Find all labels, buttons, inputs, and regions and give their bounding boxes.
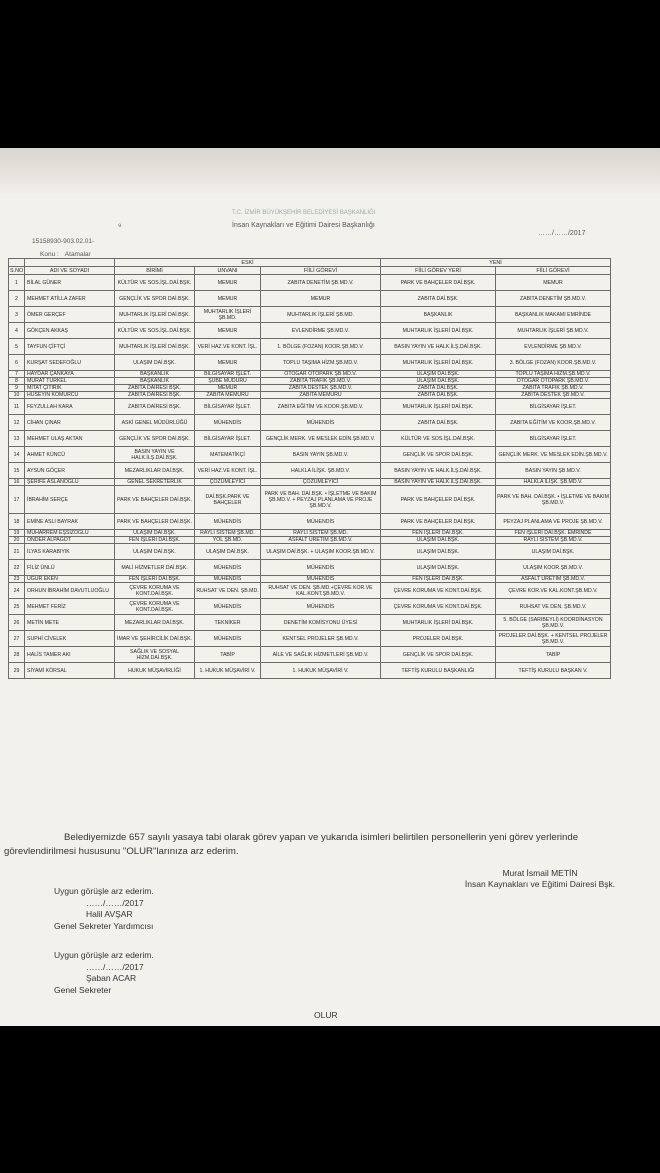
new-duty-place: PARK VE BAHÇELER DAİ.BŞK. xyxy=(381,514,496,530)
document-page xyxy=(0,148,660,1026)
old-title: RAYLI SİSTEM ŞB.MD. xyxy=(195,530,261,537)
old-duty: ÇÖZÜMLEYİCİ xyxy=(261,479,381,486)
new-duty-place: MUHTARLIK İŞLERİ DAİ.BŞK. xyxy=(381,323,496,339)
row-number: 20 xyxy=(9,537,25,544)
old-duty: 1. HUKUK MÜŞAVİRİ V. xyxy=(261,663,381,679)
old-unit: MUHTARLIK İŞLERİ DAİ.BŞK. xyxy=(115,307,195,323)
employee-name: HÜSEYİN KÖMÜRCÜ xyxy=(25,392,115,399)
old-unit: MEZARLIKLAR DAİ.BŞK. xyxy=(115,615,195,631)
row-number: 22 xyxy=(9,560,25,576)
old-duty: RAYLI SİSTEM ŞB.MD. xyxy=(261,530,381,537)
employee-name: SİYAMİ KÖRSAL xyxy=(25,663,115,679)
new-duty: PEYZAJ PLANLAMA VE PROJE ŞB.MD.V. xyxy=(496,514,611,530)
table-row xyxy=(9,392,611,399)
table-row xyxy=(9,486,611,514)
old-duty: MÜHENDİS xyxy=(261,560,381,576)
row-number: 2 xyxy=(9,291,25,307)
old-title: MEMUR xyxy=(195,323,261,339)
old-duty: ZABITA DESTEK ŞB.MD.V. xyxy=(261,385,381,392)
row-number: 29 xyxy=(9,663,25,679)
old-duty: MÜHENDİS xyxy=(261,576,381,583)
row-number: 21 xyxy=(9,544,25,560)
old-title: VERİ HAZ.VE KONT. İŞL. xyxy=(195,463,261,479)
new-duty-place: ULAŞIM DAİ.BŞK. xyxy=(381,371,496,378)
new-duty-place: MUHTARLIK İŞLERİ DAİ.BŞK. xyxy=(381,355,496,371)
row-number: 17 xyxy=(9,486,25,514)
table-row xyxy=(9,514,611,530)
row-number: 11 xyxy=(9,399,25,415)
request-paragraph xyxy=(4,831,644,859)
first-approval-block xyxy=(54,886,254,932)
new-duty-place: BASIN YAYIN VE HALK.İLŞ.DAİ.BŞK. xyxy=(381,463,496,479)
old-duty: MUHTARLIK İŞLERİ ŞB.MD. xyxy=(261,307,381,323)
old-title: ZABITA MEMURU xyxy=(195,392,261,399)
old-title: MEMUR xyxy=(195,275,261,291)
assignments-table xyxy=(8,258,611,679)
employee-name: MİTAT ÇITIRIK xyxy=(25,385,115,392)
employee-name: EMİNE ASLI BAYRAK xyxy=(25,514,115,530)
table-row xyxy=(9,530,611,537)
column-header: FİİLİ GÖREV YERİ xyxy=(381,267,496,275)
old-duty: ZABITA DENETİM ŞB.MD.V. xyxy=(261,275,381,291)
row-number: 15 xyxy=(9,463,25,479)
employee-name: HALİS TAMER AKI xyxy=(25,647,115,663)
approver-name: Şaban ACAR xyxy=(86,973,137,983)
table-row xyxy=(9,560,611,576)
new-duty-place: ULAŞIM DAİ.BŞK. xyxy=(381,544,496,560)
old-title: MEMUR xyxy=(195,355,261,371)
requester-title: İnsan Kaynakları ve Eğitimi Dairesi Bşk. xyxy=(464,879,616,889)
row-number: 28 xyxy=(9,647,25,663)
employee-name: ÖNDER ALPAGOT xyxy=(25,537,115,544)
employee-name: GÖKÇEN AKKAŞ xyxy=(25,323,115,339)
new-duty-place: TEFTİŞ KURULU BAŞKANLIĞI xyxy=(381,663,496,679)
old-unit: GENÇLİK VE SPOR DAİ.BŞK. xyxy=(115,431,195,447)
new-duty-place: FEN İŞLERİ DAİ.BŞK. xyxy=(381,576,496,583)
approval-date: ……/……/2017 xyxy=(86,897,144,908)
new-duty-place: BASIN YAYIN VE HALK.İLŞ.DAİ.BŞK. xyxy=(381,479,496,486)
employee-name: FEYZULLAH KARA xyxy=(25,399,115,415)
old-duty: PARK VE BAH. DAİ.BŞK. • İŞLETME VE BAKIM ŞB.MD.V. + PEYZAJ PLANLAMA VE PROJE ŞB.MD.V. xyxy=(261,486,381,514)
old-unit: KÜLTÜR VE SOS.İŞL.DAİ.BŞK. xyxy=(115,275,195,291)
table-row xyxy=(9,599,611,615)
old-title: MEMUR xyxy=(195,385,261,392)
new-duty: BAŞKANLIK MAKAMI EMRİNDE xyxy=(496,307,611,323)
new-duty: ULAŞIM KOOR.ŞB.MD.V. xyxy=(496,560,611,576)
second-approval-block xyxy=(54,950,254,996)
table-row xyxy=(9,275,611,291)
approval-text: Uygun görüşle arz ederim. xyxy=(54,950,154,960)
new-duty: GENÇLİK MERK. VE MESLEK EDİN.ŞB.MD.V. xyxy=(496,447,611,463)
header-spacer xyxy=(25,259,115,267)
letterhead-institution: T.C. İZMİR BÜYÜKŞEHİR BELEDİYESİ BAŞKANLIĞI xyxy=(232,210,376,216)
requester-signature xyxy=(440,868,640,890)
row-number: 14 xyxy=(9,447,25,463)
old-title: DAİ.BŞK.PARK VE BAHÇELER xyxy=(195,486,261,514)
old-unit: GENEL SEKRETERLİK xyxy=(115,479,195,486)
employee-name: MEHMET ULAŞ AKTAN xyxy=(25,431,115,447)
employee-name: MEHMET ATİLLA ZAFER xyxy=(25,291,115,307)
approval-olur: OLUR xyxy=(314,1010,338,1020)
new-duty: BASIN YAYIN ŞB.MD.V. xyxy=(496,463,611,479)
employee-name: FİLİZ ÜNLÜ xyxy=(25,560,115,576)
new-duty: TABİP xyxy=(496,647,611,663)
new-duty: ZABITA TRAFİK ŞB.MD.V. xyxy=(496,385,611,392)
old-duty: GENÇLİK MERK. VE MESLEK EDİN.ŞB.MD.V. xyxy=(261,431,381,447)
table-row xyxy=(9,323,611,339)
employee-name: SUPHİ CİVELEK xyxy=(25,631,115,647)
column-header: ADI VE SOYADI xyxy=(25,267,115,275)
old-duty: ASFALT ÜRETİM ŞB.MD.V. xyxy=(261,537,381,544)
new-duty: ASFALT ÜRETİM ŞB.MD.V. xyxy=(496,576,611,583)
table-row xyxy=(9,631,611,647)
new-duty: BİLGİSAYAR İŞLET. xyxy=(496,431,611,447)
table-row xyxy=(9,544,611,560)
table-row xyxy=(9,385,611,392)
approval-text: Uygun görüşle arz ederim. xyxy=(54,886,154,896)
approver-title: Genel Sekreter Yardımcısı xyxy=(54,920,154,931)
new-duty-place: GENÇLİK VE SPOR DAİ.BŞK. xyxy=(381,647,496,663)
new-duty: RAYLI SİSTEM ŞB.MD.V. xyxy=(496,537,611,544)
new-duty: OTOGAR OTOPARK ŞB.MD.V. xyxy=(496,378,611,385)
old-title: ULAŞIM DAİ.BŞK. xyxy=(195,544,261,560)
old-duty: RUHSAT VE DEN. ŞB.MD.+ÇEVRE KOR.VE KAL.KONT.ŞB.MD.V. xyxy=(261,583,381,599)
old-unit: BAŞKANLIK xyxy=(115,378,195,385)
row-number: 4 xyxy=(9,323,25,339)
table-row xyxy=(9,583,611,599)
column-header: FİİLİ GÖREVİ xyxy=(261,267,381,275)
employee-name: İBRAHİM SERÇE xyxy=(25,486,115,514)
old-duty: ZABITA MEMURU xyxy=(261,392,381,399)
row-number: 16 xyxy=(9,479,25,486)
table-row xyxy=(9,576,611,583)
old-unit: MALİ HİZMETLER DAİ.BŞK. xyxy=(115,560,195,576)
new-duty: TOPLU TAŞIMA HİZM.ŞB.MD.V. xyxy=(496,371,611,378)
row-number: 5 xyxy=(9,339,25,355)
employee-name: AHMET KÜNCÜ xyxy=(25,447,115,463)
new-duty-place: MUHTARLIK İŞLERİ DAİ.BŞK. xyxy=(381,615,496,631)
new-duty-place: ZABITA DAİ.BŞK. xyxy=(381,415,496,431)
table-row xyxy=(9,663,611,679)
new-duty: BİLGİSAYAR İŞLET. xyxy=(496,399,611,415)
table-row xyxy=(9,371,611,378)
new-duty-place: ZABITA DAİ.BŞK. xyxy=(381,392,496,399)
new-duty-place: PARK VE BAHÇELER DAİ.BŞK. xyxy=(381,486,496,514)
employee-name: KURŞAT SEDEFOĞLU xyxy=(25,355,115,371)
approver-title: Genel Sekreter xyxy=(54,984,112,995)
table-row xyxy=(9,339,611,355)
table-row xyxy=(9,291,611,307)
old-unit: GENÇLİK VE SPOR DAİ.BŞK. xyxy=(115,291,195,307)
new-duty: RUHSAT VE DEN. ŞB.MD.V. xyxy=(496,599,611,615)
old-title: YOL ŞB.MD. xyxy=(195,537,261,544)
new-duty: MEMUR xyxy=(496,275,611,291)
old-unit: FEN İŞLERİ DAİ.BŞK. xyxy=(115,537,195,544)
row-number: 12 xyxy=(9,415,25,431)
row-number: 18 xyxy=(9,514,25,530)
old-duty: KENTSEL PROJELER ŞB.MD.V. xyxy=(261,631,381,647)
group-header-new: YENİ xyxy=(381,259,611,267)
old-title: MUHTARLIK İŞLERİ ŞB.MD. xyxy=(195,307,261,323)
old-title: MEMUR xyxy=(195,291,261,307)
table-row xyxy=(9,355,611,371)
new-duty: PARK VE BAH. DAİ.BŞK. • İŞLETME VE BAKIM ŞB.MD.V. xyxy=(496,486,611,514)
new-duty-place: ÇEVRE KORUMA VE KONT.DAİ.BŞK. xyxy=(381,599,496,615)
new-duty: ZABITA EĞİTİM VE KOOR.ŞB.MD.V. xyxy=(496,415,611,431)
new-duty-place: PROJELER DAİ.BŞK. xyxy=(381,631,496,647)
row-number: 1 xyxy=(9,275,25,291)
old-title: MÜHENDİS xyxy=(195,599,261,615)
old-title: TABİP xyxy=(195,647,261,663)
employee-name: AYSUN GÖÇER xyxy=(25,463,115,479)
new-duty-place: GENÇLİK VE SPOR DAİ.BŞK. xyxy=(381,447,496,463)
old-title: MÜHENDİS xyxy=(195,631,261,647)
table-row xyxy=(9,399,611,415)
new-duty: ZABITA DESTEK ŞB.MD.V. xyxy=(496,392,611,399)
column-header: BİRİMİ xyxy=(115,267,195,275)
new-duty-place: ZABITA DAİ.BŞK. xyxy=(381,291,496,307)
new-duty-place: ULAŞIM DAİ.BŞK. xyxy=(381,537,496,544)
old-title: TEKNİKER xyxy=(195,615,261,631)
new-duty: ZABITA DENETİM ŞB.MD.V. xyxy=(496,291,611,307)
old-title: RUHSAT VE DEN. ŞB.MD. xyxy=(195,583,261,599)
old-unit: MUHTARLIK İŞLERİ DAİ.BŞK. xyxy=(115,339,195,355)
approval-date: ……/……/2017 xyxy=(86,961,144,972)
table-row xyxy=(9,479,611,486)
old-unit: KÜLTÜR VE SOS.İŞL.DAİ.BŞK. xyxy=(115,323,195,339)
subject-line xyxy=(34,251,91,258)
row-number: 19 xyxy=(9,530,25,537)
paragraph-line-1: Belediyemizde 657 sayılı yasaya tabi olarak görev yapan ve yukarıda isimleri belirtilen personellerin yeni görev yerlerinde xyxy=(64,832,579,843)
old-unit: BASIN YAYIN VE HALK.İLŞ.DAİ.BŞK. xyxy=(115,447,195,463)
subject-label: Konu : xyxy=(40,251,59,258)
new-duty-place: ULAŞIM DAİ.BŞK. xyxy=(381,378,496,385)
old-duty: MÜHENDİS xyxy=(261,415,381,431)
handwritten-mark: ⁹ xyxy=(118,222,122,231)
old-unit: ULAŞIM DAİ.BŞK. xyxy=(115,530,195,537)
old-duty: ULAŞIM DAİ.BŞK. + ULAŞIM KOOR.ŞB.MD.V. xyxy=(261,544,381,560)
old-duty: ZABITA TRAFİK ŞB.MD.V. xyxy=(261,378,381,385)
employee-name: MURAT TÜRKEL xyxy=(25,378,115,385)
approver-name: Halil AVŞAR xyxy=(86,909,133,919)
employee-name: MEHMET FERİZ xyxy=(25,599,115,615)
new-duty: FEN İŞLERİ DAİ.BŞK. EMRİNDE xyxy=(496,530,611,537)
new-duty: ULAŞIM DAİ.BŞK. xyxy=(496,544,611,560)
row-number: 24 xyxy=(9,583,25,599)
old-title: MATEMATİKÇİ xyxy=(195,447,261,463)
row-number: 26 xyxy=(9,615,25,631)
letterhead-department: İnsan Kaynakları ve Eğitimi Dairesi Başkanlığı xyxy=(232,222,375,229)
table-row xyxy=(9,447,611,463)
new-duty: HALKLA İLİŞK. ŞB.MD.V. xyxy=(496,479,611,486)
old-title: BİLGİSAYAR İŞLET. xyxy=(195,431,261,447)
column-header: S.NO xyxy=(10,267,24,274)
column-header: FİİLİ GÖREVİ xyxy=(496,267,611,275)
group-header-old: ESKİ xyxy=(115,259,381,267)
employee-name: ŞERİFE ASLANOĞLU xyxy=(25,479,115,486)
row-number: 6 xyxy=(9,355,25,371)
new-duty-place: FEN İŞLERİ DAİ.BŞK. xyxy=(381,530,496,537)
old-unit: İMAR VE ŞEHİRCİLİK DAİ.BŞK. xyxy=(115,631,195,647)
old-title: 1. HUKUK MÜŞAVİRİ V. xyxy=(195,663,261,679)
old-unit: ASKİ GENEL MÜDÜRLÜĞÜ xyxy=(115,415,195,431)
old-title: ÇÖZÜMLEYİCİ xyxy=(195,479,261,486)
old-duty: MÜHENDİS xyxy=(261,514,381,530)
table-row xyxy=(9,537,611,544)
old-title: BİLGİSAYAR İŞLET. xyxy=(195,371,261,378)
old-unit: PARK VE BAHÇELER DAİ.BŞK. xyxy=(115,486,195,514)
old-title: BİLGİSAYAR İŞLET. xyxy=(195,399,261,415)
new-duty-place: MUHTARLIK İŞLERİ DAİ.BŞK. xyxy=(381,399,496,415)
old-unit: BAŞKANLIK xyxy=(115,371,195,378)
header-spacer xyxy=(9,259,25,267)
old-duty: AİLE VE SAĞLIK HİZMETLERİ ŞB.MD.V. xyxy=(261,647,381,663)
row-number: 10 xyxy=(9,392,25,399)
old-unit: ZABITA DAİRESİ BŞK. xyxy=(115,392,195,399)
new-duty-place: BAŞKANLIK xyxy=(381,307,496,323)
new-duty: PROJELER DAİ.BŞK. + KENTSEL PROJELER ŞB.MD.V. xyxy=(496,631,611,647)
new-duty-place: ZABITA DAİ.BŞK. xyxy=(381,385,496,392)
old-unit: ULAŞIM DAİ.BŞK. xyxy=(115,355,195,371)
new-duty-place: BASIN YAYIN VE HALK.İLŞ.DAİ.BŞK. xyxy=(381,339,496,355)
new-duty: 3. BÖLGE (FOZAN) KOOR.ŞB.MD.V. xyxy=(496,355,611,371)
old-duty: OTOGAR OTOPARK ŞB.MD.V. xyxy=(261,371,381,378)
table-row xyxy=(9,431,611,447)
old-duty: EVLENDİRME ŞB.MD.V. xyxy=(261,323,381,339)
employee-name: TAYFUN ÇİFTÇİ xyxy=(25,339,115,355)
new-duty: 5. BÖLGE (SARIBEYLİ) KOORDİNASYON ŞB.MD.V. xyxy=(496,615,611,631)
old-unit: ÇEVRE KORUMA VE KONT.DAİ.BŞK. xyxy=(115,583,195,599)
new-duty-place: ÇEVRE KORUMA VE KONT.DAİ.BŞK. xyxy=(381,583,496,599)
requester-name: Murat İsmail METİN xyxy=(502,868,578,878)
old-unit: ZABITA DAİRESİ BŞK. xyxy=(115,399,195,415)
employee-name: İLYAS KARABIYIK xyxy=(25,544,115,560)
employee-name: ÖMER GERÇEF xyxy=(25,307,115,323)
table-row xyxy=(9,615,611,631)
table-row xyxy=(9,307,611,323)
row-number: 8 xyxy=(9,378,25,385)
old-unit: PARK VE BAHÇELER DAİ.BŞK. xyxy=(115,514,195,530)
document-date: ……/……/2017 xyxy=(538,230,586,237)
old-title: MÜHENDİS xyxy=(195,415,261,431)
employee-name: METİN METE xyxy=(25,615,115,631)
old-unit: ÇEVRE KORUMA VE KONT.DAİ.BŞK. xyxy=(115,599,195,615)
employee-name: ORHUN İBRAHİM DAVUTLUOĞLU xyxy=(25,583,115,599)
new-duty: TEFTİŞ KURULU BAŞKAN V. xyxy=(496,663,611,679)
old-duty: ZABITA EĞİTİM VE KOOR.ŞB.MD.V. xyxy=(261,399,381,415)
row-number: 3 xyxy=(9,307,25,323)
old-duty: TOPLU TAŞIMA HİZM.ŞB.MD.V. xyxy=(261,355,381,371)
employee-name: BİLAL GÜNER xyxy=(25,275,115,291)
column-header: UNVANI xyxy=(195,267,261,275)
old-unit: SAĞLIK VE SOSYAL HİZM.DAİ.BŞK. xyxy=(115,647,195,663)
old-title: ŞUBE MÜDÜRÜ xyxy=(195,378,261,385)
table-row xyxy=(9,378,611,385)
subject-value: Atamalar xyxy=(64,251,91,258)
old-duty: MEMUR xyxy=(261,291,381,307)
row-number: 25 xyxy=(9,599,25,615)
old-title: VERİ HAZ.VE KONT. İŞL. xyxy=(195,339,261,355)
new-duty-place: ULAŞIM DAİ.BŞK. xyxy=(381,560,496,576)
old-title: MÜHENDİS xyxy=(195,560,261,576)
table-row xyxy=(9,463,611,479)
old-unit: FEN İŞLERİ DAİ.BŞK. xyxy=(115,576,195,583)
table-row xyxy=(9,415,611,431)
old-title: MÜHENDİS xyxy=(195,514,261,530)
row-number: 7 xyxy=(9,371,25,378)
old-unit: ULAŞIM DAİ.BŞK. xyxy=(115,544,195,560)
document-number: 15158930-903.02.01- xyxy=(32,238,95,245)
old-duty: DENETİM KOMİSYONU ÜYESİ xyxy=(261,615,381,631)
row-number: 9 xyxy=(9,385,25,392)
new-duty: EVLENDİRME ŞB.MD.V. xyxy=(496,339,611,355)
new-duty-place: PARK VE BAHÇELER DAİ.BŞK. xyxy=(381,275,496,291)
new-duty-place: KÜLTÜR VE SOS.İŞL.DAİ.BŞK. xyxy=(381,431,496,447)
employee-name: UĞUR EKEN xyxy=(25,576,115,583)
new-duty: MUHTARLIK İŞLERİ ŞB.MD.V. xyxy=(496,323,611,339)
old-duty: MÜHENDİS xyxy=(261,599,381,615)
old-duty: BASIN YAYIN ŞB.MD.V. xyxy=(261,447,381,463)
paragraph-line-2: görevlendirilmesi hususunu "OLUR"larınıza arz ederim. xyxy=(4,846,239,857)
employee-name: MUHARREM EŞSİZOĞLU xyxy=(25,530,115,537)
new-duty: ÇEVRE KOR.VE KAL.KONT.ŞB.MD.V. xyxy=(496,583,611,599)
old-unit: HUKUK MÜŞAVİRLİĞİ xyxy=(115,663,195,679)
row-number: 23 xyxy=(9,576,25,583)
table-row xyxy=(9,647,611,663)
old-duty: HALKLA İLİŞK. ŞB.MD.V. xyxy=(261,463,381,479)
old-unit: MEZARLIKLAR DAİ.BŞK. xyxy=(115,463,195,479)
old-unit: ZABITA DAİRESİ BŞK. xyxy=(115,385,195,392)
old-title: MÜHENDİS xyxy=(195,576,261,583)
row-number: 27 xyxy=(9,631,25,647)
employee-name: CİHAN ÇINAR xyxy=(25,415,115,431)
table-body xyxy=(9,275,611,679)
row-number: 13 xyxy=(9,431,25,447)
employee-name: HAYDAR ÇANKAYA xyxy=(25,371,115,378)
old-duty: 1. BÖLGE (FOZAN) KOOR.ŞB.MD.V. xyxy=(261,339,381,355)
